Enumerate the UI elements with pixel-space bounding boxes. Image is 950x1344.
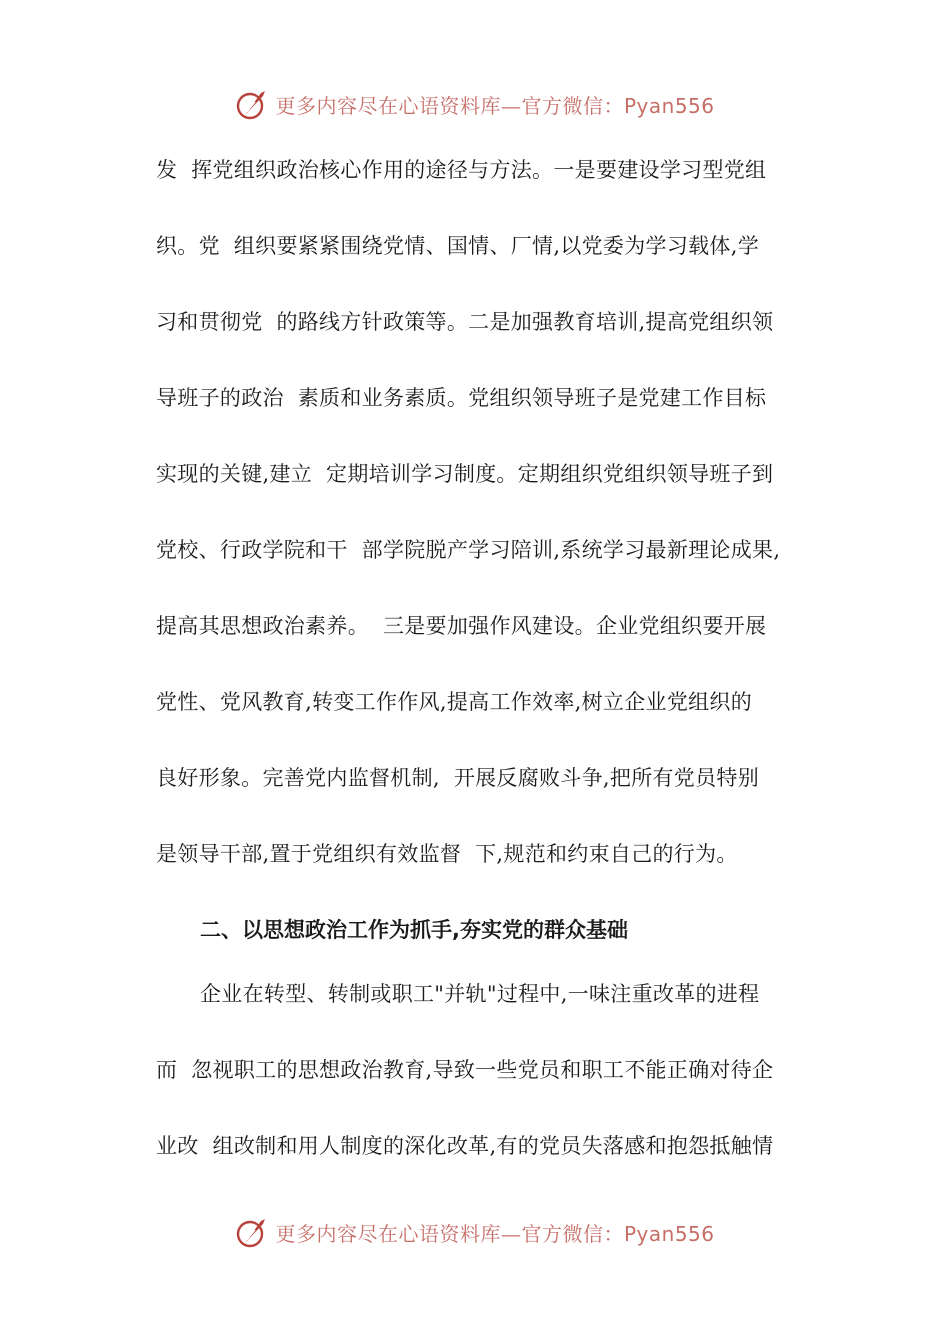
text-line: 企业在转型、转制或职工"并轨"过程中,一味注重改革的进程 xyxy=(200,982,760,1006)
footer-watermark xyxy=(0,1212,950,1252)
paragraph-2 xyxy=(156,974,816,1202)
text-line: 业改 组改制和用人制度的深化改革,有的党员失落感和抱怨抵触情 xyxy=(156,1134,774,1158)
text-line: 提高其思想政治素养。 三是要加强作风建设。企业党组织要开展 xyxy=(156,614,767,638)
text-line: 导班子的政治 素质和业务素质。党组织领导班子是党建工作目标 xyxy=(156,386,767,410)
text-line: 是领导干部,置于党组织有效监督 下,规范和约束自己的行为。 xyxy=(156,842,738,866)
wechat-id: Pyan556 xyxy=(623,93,715,118)
text-line: 实现的关键,建立 定期培训学习制度。定期组织党组织领导班子到 xyxy=(156,462,774,486)
text-line: 习和贯彻党 的路线方针政策等。二是加强教育培训,提高党组织领 xyxy=(156,310,774,334)
watermark-text: 更多内容尽在心语资料库—官方微信：Pyan556 xyxy=(275,93,715,118)
header-watermark xyxy=(0,84,950,124)
text-line: 良好形象。完善党内监督机制, 开展反腐败斗争,把所有党员特别 xyxy=(156,766,759,790)
text-line: 党性、党风教育,转变工作作风,提高工作效率,树立企业党组织的 xyxy=(156,690,753,714)
quill-pen-circle-icon xyxy=(235,87,269,121)
section-heading: 二、以思想政治工作为抓手,夯实党的群众基础 xyxy=(200,918,628,942)
wechat-id: Pyan556 xyxy=(623,1221,715,1246)
text-line: 党校、行政学院和干 部学院脱产学习陪训,系统学习最新理论成果, xyxy=(156,538,781,562)
quill-pen-circle-icon xyxy=(235,1215,269,1249)
watermark-text: 更多内容尽在心语资料库—官方微信：Pyan556 xyxy=(275,1221,715,1246)
paragraph-1 xyxy=(156,150,816,910)
text-line: 而 忽视职工的思想政治教育,导致一些党员和职工不能正确对待企 xyxy=(156,1058,774,1082)
text-line: 发 挥党组织政治核心作用的途径与方法。一是要建设学习型党组 xyxy=(156,158,767,182)
text-line: 织。党 组织要紧紧围绕党情、国情、厂情,以党委为学习载体,学 xyxy=(156,234,759,258)
document-body xyxy=(156,150,816,1202)
